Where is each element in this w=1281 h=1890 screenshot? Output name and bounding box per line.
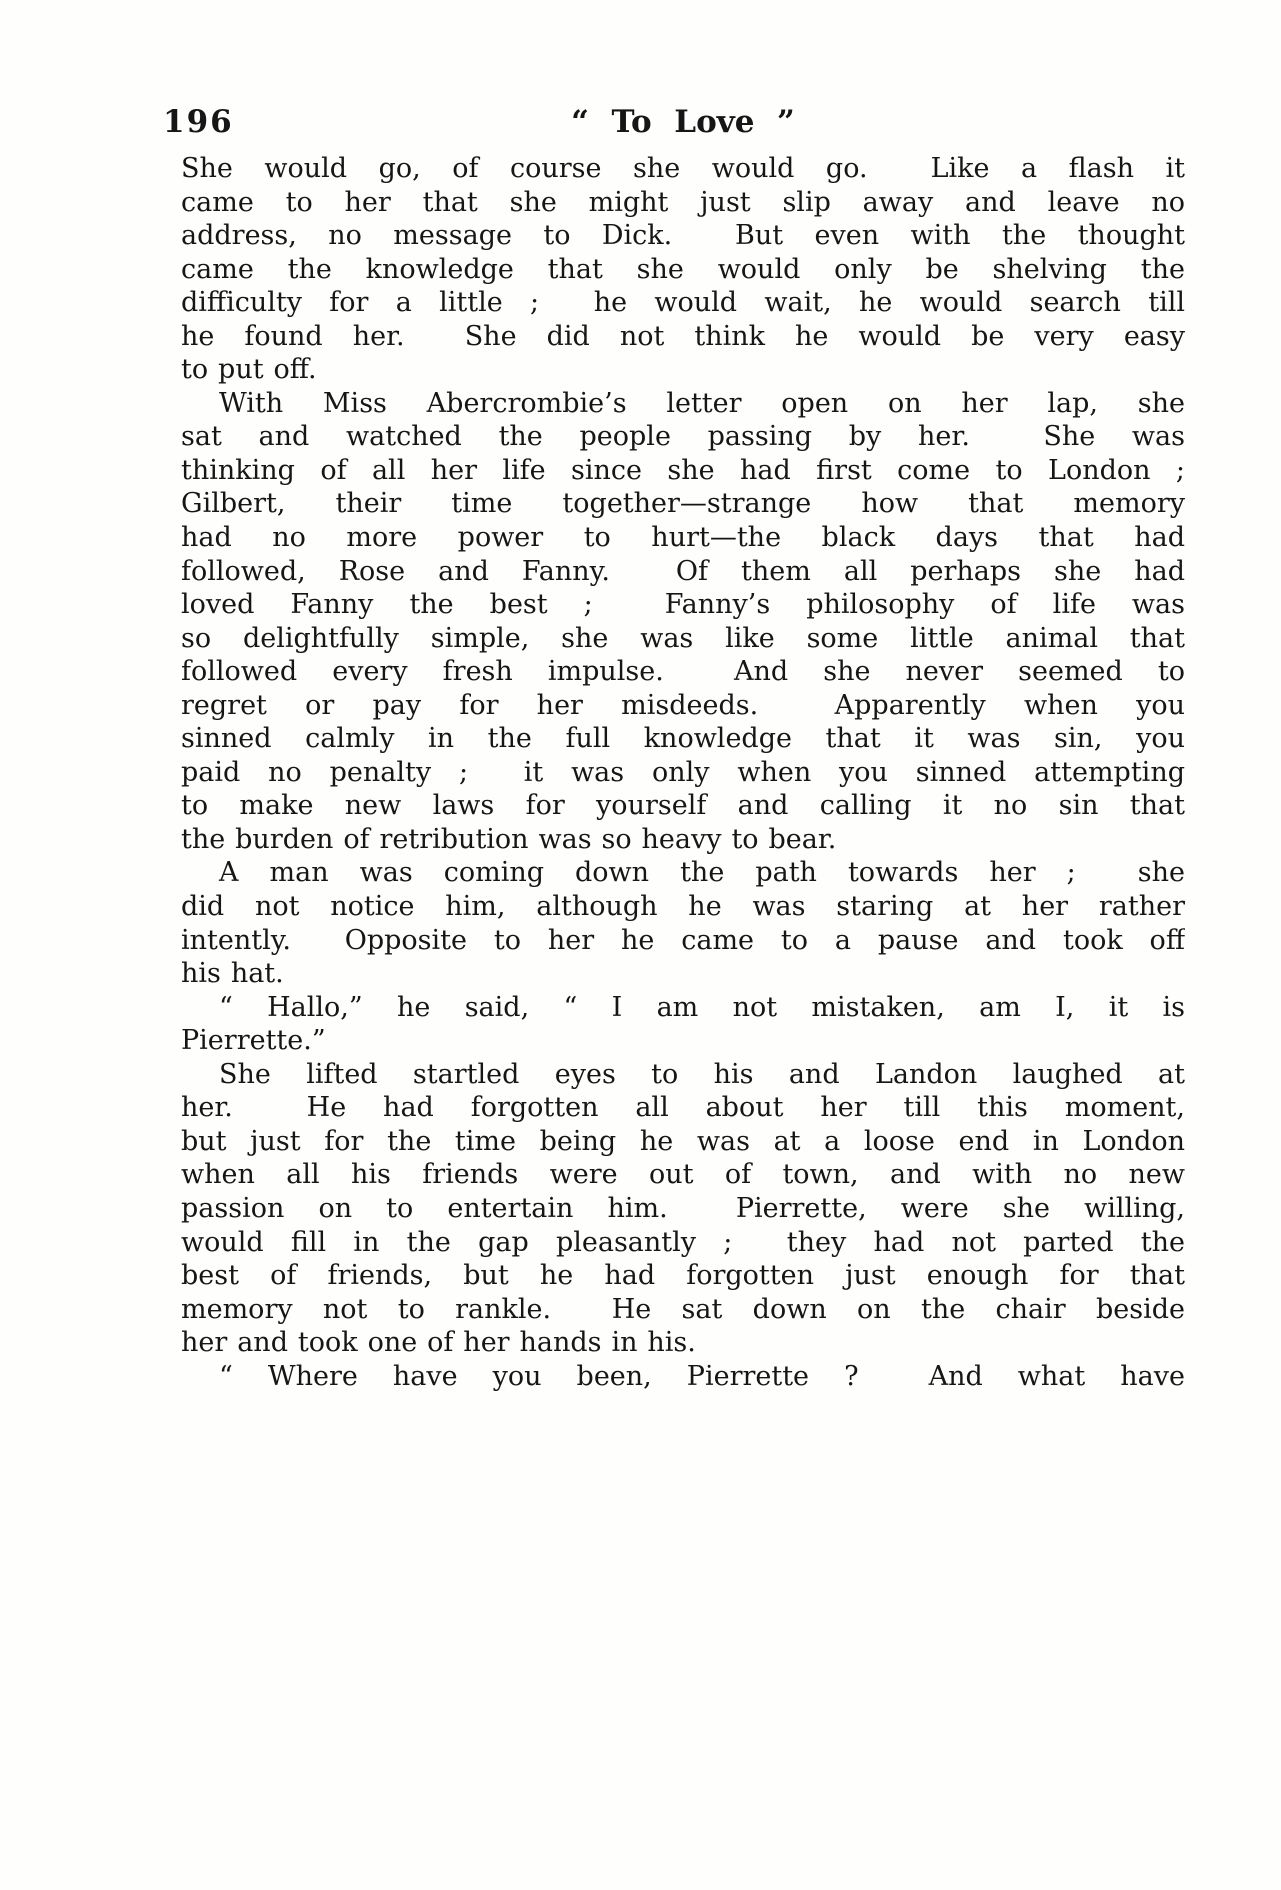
text-line: her and took one of her hands in his. [181,1327,696,1359]
text-line: regret or pay for her misdeeds. Apparently when you [181,689,1185,721]
page-number: 196 [163,104,234,140]
paragraph [181,152,1185,387]
page-body [181,152,1185,1393]
text-line: he found her. She did not think he would be very easy [181,320,1185,352]
text-line: Pierrette.” [181,1025,326,1057]
running-title: “ To Love ” [571,104,795,140]
text-line: but just for the time being he was at a loose end in London [181,1125,1185,1157]
text-line: sat and watched the people passing by her. She was [181,421,1185,453]
text-line: She would go, of course she would go. Like a flash it [181,153,1185,184]
text-line: paid no penalty ; it was only when you sinned attempting [181,756,1185,788]
text-line: “ Where have you been, Pierrette ? And what have [219,1360,1185,1392]
text-line: to put off. [181,354,317,386]
text-line: A man was coming down the path towards her ; she [219,857,1185,889]
text-line: best of friends, but he had forgotten just enough for that [181,1260,1185,1292]
text-line: “ Hallo,” he said, “ I am not mistaken, am I, it is [219,991,1185,1023]
paragraph [181,856,1185,990]
text-line: his hat. [181,958,284,990]
text-line: memory not to rankle. He sat down on the chair beside [181,1293,1185,1325]
text-line: thinking of all her life since she had first come to London ; [181,454,1185,486]
text-line: followed every fresh impulse. And she never seemed to [181,656,1185,688]
text-line: address, no message to Dick. But even with the thought [181,220,1185,252]
text-line: the burden of retribution was so heavy to bear. [181,823,837,855]
text-line: so delightfully simple, she was like some little animal that [181,622,1185,654]
text-line: Gilbert, their time together—strange how that memory [181,488,1185,520]
text-line: sinned calmly in the full knowledge that it was sin, you [181,723,1185,755]
text-line: intently. Opposite to her he came to a pause and took off [181,924,1185,956]
paragraph [181,991,1185,1058]
text-line: difficulty for a little ; he would wait, he would search till [181,287,1185,319]
text-line: had no more power to hurt—the black days that had [181,522,1185,554]
text-line: when all his friends were out of town, and with no new [181,1159,1185,1191]
text-line: did not notice him, although he was staring at her rather [181,891,1185,923]
text-line: came to her that she might just slip away and leave no [181,186,1185,218]
text-line: She lifted startled eyes to his and Landon laughed at [219,1058,1185,1090]
text-line: to make new laws for yourself and calling it no sin that [181,790,1185,822]
text-line: loved Fanny the best ; Fanny’s philosophy of life was [181,589,1185,621]
text-line: followed, Rose and Fanny. Of them all perhaps she had [181,555,1185,587]
paragraph [181,1360,1185,1394]
text-line: passion on to entertain him. Pierrette, were she willing, [181,1192,1185,1224]
paragraph [181,1058,1185,1360]
text-line: With Miss Abercrombie’s letter open on her lap, she [219,387,1185,419]
text-line: came the knowledge that she would only be shelving the [181,253,1185,285]
text-line: would fill in the gap pleasantly ; they had not parted the [181,1226,1185,1258]
running-header [163,98,1185,146]
paragraph [181,387,1185,857]
text-line: her. He had forgotten all about her till this moment, [181,1092,1185,1124]
